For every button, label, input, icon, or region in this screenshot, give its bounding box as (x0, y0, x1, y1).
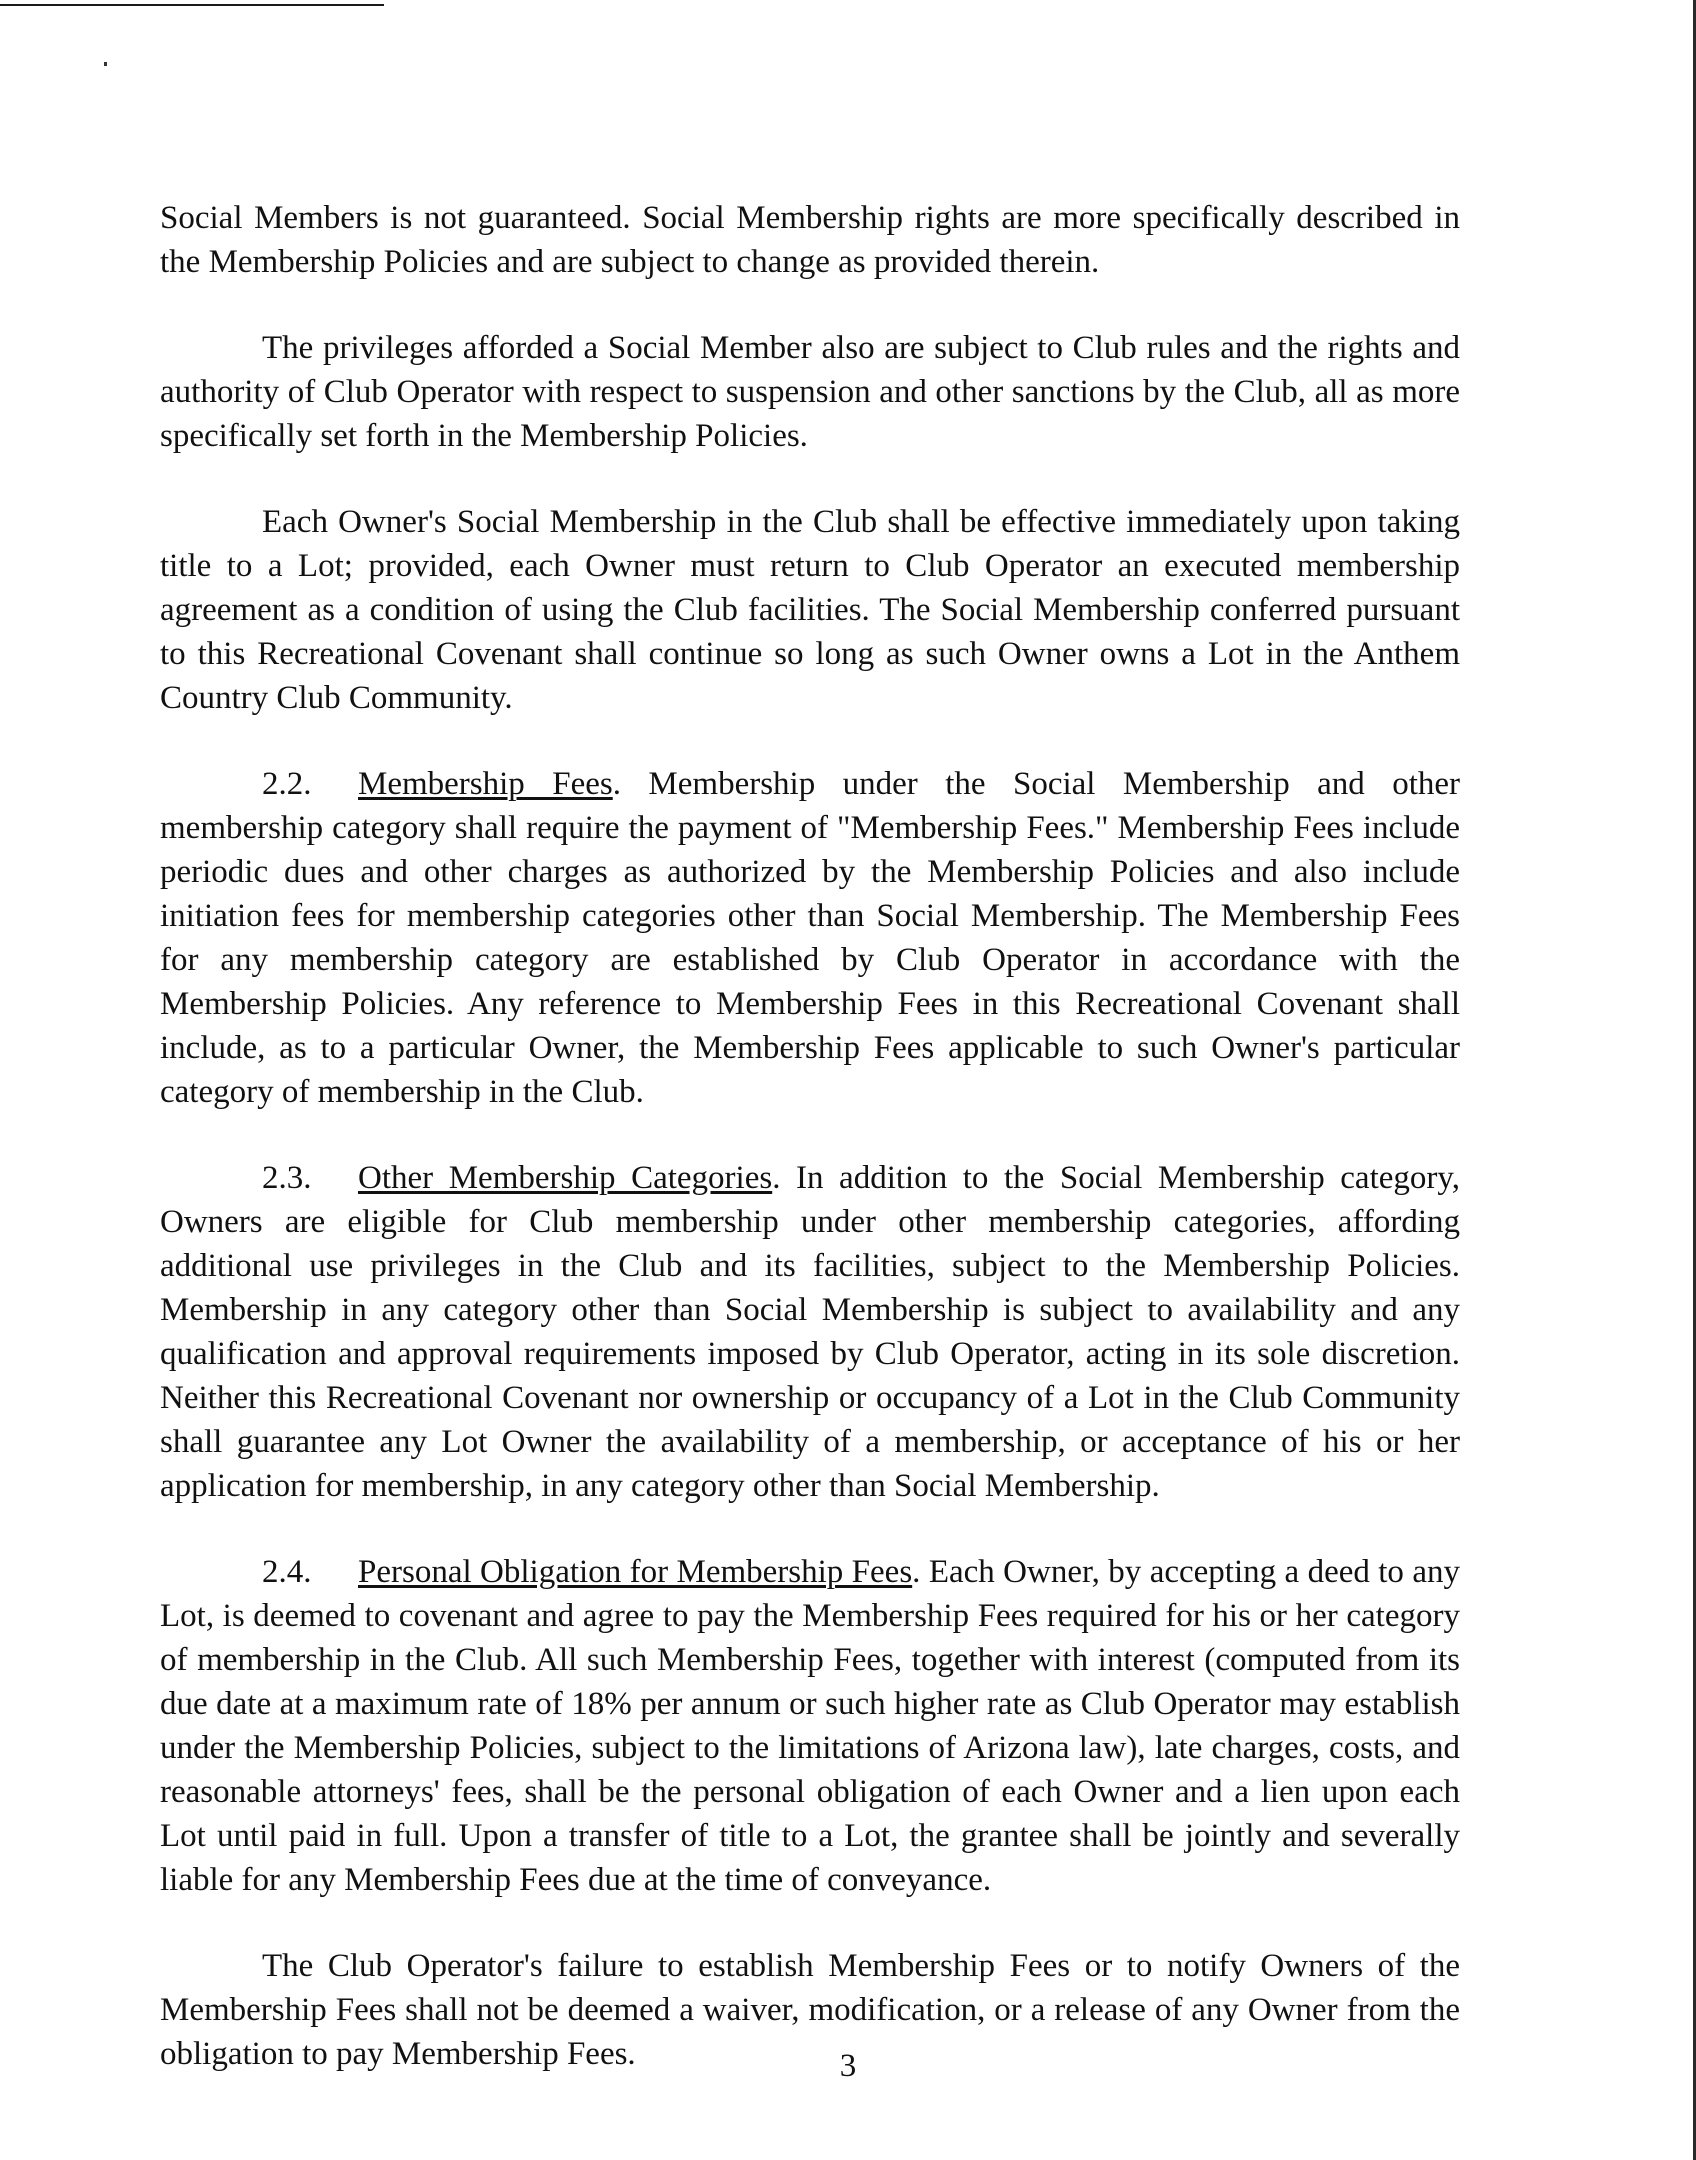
section-2-3 (160, 1156, 1460, 1508)
top-rule (0, 4, 384, 6)
paragraph-privileges: The privileges afforded a Social Member also are subject to Club rules and the rights and authority of Club Operator with respect to suspension and other sanctions by the Club, all as more specifically set forth in the Membership Policies. (160, 330, 1460, 454)
page-number: 3 (839, 2048, 857, 2084)
section-body: . Each Owner, by accepting a deed to any Lot, is deemed to covenant and agree to pay the Membership Fees required for his or her category of membership in the Club. All such Membership Fees, together with interest (computed from its due date at a maximum rate of 18% per annum or such higher rate as Club Operator may establish under the Membership Policies, subject to the limitations of Arizona law), late charges, costs, and reasonable attorneys' fees, shall be the personal obligation of each Owner and a lien upon each Lot until paid in full. Upon a transfer of title to a Lot, the grantee shall be jointly and severally liable for any Membership Fees due at the time of conveyance. (160, 1554, 1460, 1898)
section-body: . Membership under the Social Membership and other membership category shall require the payment of "Membership Fees." Membership Fees include periodic dues and other charges as authorized by the Membership Policies and also include initiation fees for membership categories other than Social Membership. The Membership Fees for any membership category are established by Club Operator in accordance with the Membership Policies. Any reference to Membership Fees in this Recreational Covenant shall include, as to a particular Owner, the Membership Fees applicable to such Owner's particular category of membership in the Club. (160, 766, 1461, 1110)
section-heading: Membership Fees (358, 766, 613, 802)
section-number: 2.4. (262, 1554, 312, 1590)
scan-speck (104, 62, 107, 66)
section-2-2 (160, 762, 1460, 1114)
section-body: . In addition to the Social Membership category, Owners are eligible for Club membership under other membership categories, affording additional use privileges in the Club and its facilities, subject to the Membership Policies. Membership in any category other than Social Membership is subject to availability and any qualification and approval requirements imposed by Club Operator, acting in its sole discretion. Neither this Recreational Covenant nor ownership or occupancy of a Lot in the Club Community shall guarantee any Lot Owner the availability of a membership, or acceptance of his or her application for membership, in any category other than Social Membership. (160, 1160, 1460, 1504)
section-number: 2.2. (262, 766, 312, 802)
section-heading: Personal Obligation for Membership Fees (358, 1554, 913, 1590)
section-2-4 (160, 1550, 1460, 1902)
paragraph-failure-to-establish: The Club Operator's failure to establish Membership Fees or to notify Owners of the Membership Fees shall not be deemed a waiver, modification, or a release of any Owner from the obligation to pay Membership Fees. (160, 1948, 1460, 2072)
paragraph-social-members-continued: Social Members is not guaranteed. Social Membership rights are more specifically described in the Membership Policies and are subject to change as provided therein. (160, 200, 1460, 280)
section-number: 2.3. (262, 1160, 312, 1196)
document-body (160, 196, 1460, 2076)
section-heading: Other Membership Categories (358, 1160, 773, 1196)
paragraph-social-membership-effective: Each Owner's Social Membership in the Club shall be effective immediately upon taking title to a Lot; provided, each Owner must return to Club Operator an executed membership agreement as a condition of using the Club facilities. The Social Membership conferred pursuant to this Recreational Covenant shall continue so long as such Owner owns a Lot in the Anthem Country Club Community. (160, 504, 1460, 716)
